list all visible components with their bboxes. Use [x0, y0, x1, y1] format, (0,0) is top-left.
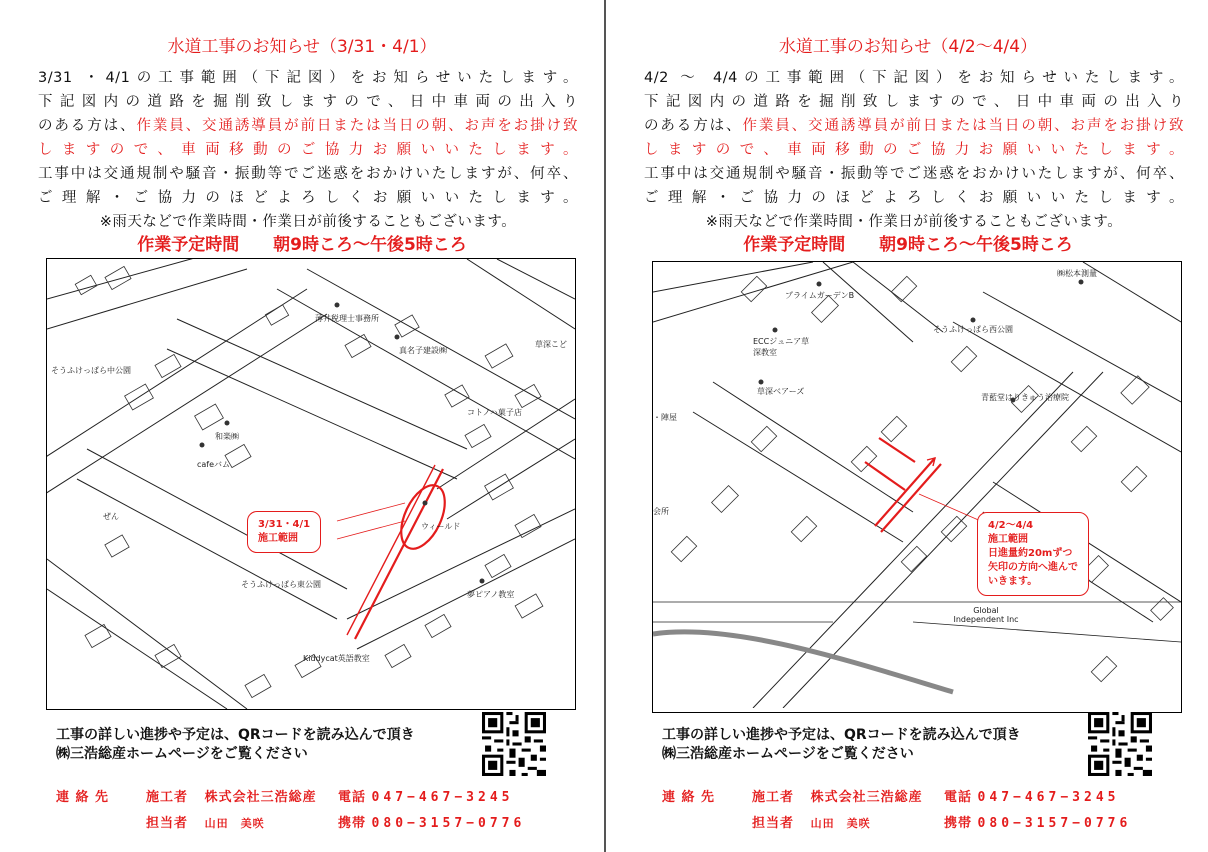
body-line-highlight: 作業員、交通誘導員が前日または当日の朝、お声をお掛け致 [742, 118, 1184, 134]
contact-label: 連 絡 先 [56, 790, 110, 805]
manager-name: 山田 美咲 [204, 817, 265, 830]
map-label: 青藍堂はりきゅう治療院 [981, 393, 1069, 402]
phone-number[interactable]: 047−467−3245 [371, 790, 514, 805]
notice-panel-right [606, 0, 1208, 852]
map-label: 会所 [653, 507, 669, 516]
body-line: 工事中は交通規制や騒音・振動等でご迷惑をおかけいたしますが、何卒、 [644, 166, 1184, 182]
footer-note [56, 726, 415, 764]
phone-label: 電話 [944, 790, 973, 805]
mobile-number[interactable]: 080−3157−0776 [371, 816, 526, 831]
contractor-info [146, 786, 317, 805]
contractor-label: 施工者 [752, 790, 795, 805]
mobile-label: 携帯 [338, 816, 367, 831]
work-hours-value: 朝9時ころ〜午後5時ころ [273, 235, 467, 255]
map-label: ・陣屋 [653, 413, 677, 422]
map-label: 草深ベアーズ [757, 387, 805, 396]
map-label: プライムガーデンB [785, 291, 855, 300]
map-label: コトノハ菓子店 [467, 408, 522, 417]
body-line-part: のある方は、 [644, 118, 743, 134]
callout-line: 施工範囲 [988, 534, 1028, 545]
body-line: 工事中は交通規制や騒音・振動等でご迷惑をおかけいたしますが、何卒、 [38, 166, 578, 182]
phone-info [338, 786, 513, 805]
phone-number[interactable]: 047−467−3245 [977, 790, 1120, 805]
body-line: 下記図内の道路を掘削致しますので、日中車両の出入り [38, 94, 578, 110]
callout-line: 矢印の方向へ進んで [988, 562, 1078, 573]
qr-code[interactable] [482, 712, 546, 776]
map-label: ウィールド [421, 522, 461, 531]
notice-title: 水道工事のお知らせ（4/2〜4/4） [778, 37, 1038, 57]
footer-line: 工事の詳しい進捗や予定は、QRコードを読み込んで頂き [662, 727, 1021, 743]
contact-label: 連 絡 先 [662, 790, 716, 805]
manager-info [146, 812, 265, 831]
body-line: 3/31 ・4/1の工事範囲（下記図）をお知らせいたします。 [38, 70, 578, 86]
map-roads [47, 259, 575, 709]
callout-line: 3/31・4/1 [258, 519, 311, 530]
work-hours-label: 作業予定時間 [137, 235, 240, 255]
manager-name: 山田 美咲 [810, 817, 871, 830]
contractor-label: 施工者 [146, 790, 189, 805]
contractor-name: 株式会社三浩総産 [810, 790, 923, 805]
body-line: 4/2 〜 4/4の工事範囲（下記図）をお知らせいたします。 [644, 70, 1184, 86]
body-line: 下記図内の道路を掘削致しますので、日中車両の出入り [644, 94, 1184, 110]
manager-info [752, 812, 871, 831]
work-hours [0, 230, 604, 255]
body-line-highlight: 作業員、交通誘導員が前日または当日の朝、お声をお掛け致 [136, 118, 578, 134]
phone-info [944, 786, 1119, 805]
body-line-highlight: しますので、車両移動のご協力お願いいたします。 [38, 142, 578, 158]
map-roads [653, 262, 1181, 708]
body-line: ご理解・ご協力のほどよろしくお願いいたします。 [644, 190, 1184, 206]
contact-row-1 [56, 786, 109, 805]
mobile-label: 携帯 [944, 816, 973, 831]
manager-label: 担当者 [752, 816, 795, 831]
rain-note: ※雨天などで作業時間・作業日が前後することもございます。 [705, 214, 1123, 230]
mobile-info [338, 812, 525, 831]
contractor-name: 株式会社三浩総産 [204, 790, 317, 805]
map-label: ECCジュニア草深教室 [753, 337, 810, 357]
work-hours-label: 作業予定時間 [743, 235, 846, 255]
callout-line: 4/2〜4/4 [988, 520, 1034, 531]
mobile-info [944, 812, 1131, 831]
body-line-part: のある方は、 [38, 118, 137, 134]
footer-line: ㈱三浩総産ホームページをご覧ください [56, 746, 308, 762]
contractor-info [752, 786, 923, 805]
work-hours-value: 朝9時ころ〜午後5時ころ [879, 235, 1073, 255]
footer-line: ㈱三浩総産ホームページをご覧ください [662, 746, 914, 762]
body-line: ご理解・ご協力のほどよろしくお願いいたします。 [38, 190, 578, 206]
qr-code[interactable] [1088, 712, 1152, 776]
map-label: そうふけっぱら中公園 [51, 366, 131, 375]
manager-label: 担当者 [146, 816, 189, 831]
body-line [644, 114, 1184, 138]
mobile-number[interactable]: 080−3157−0776 [977, 816, 1132, 831]
notice-title: 水道工事のお知らせ（3/31・4/1） [167, 37, 437, 57]
callout-line: いきます。 [988, 576, 1038, 587]
map-label: ぜん [103, 512, 119, 521]
map-label: そうふけっぱら東公園 [241, 580, 321, 589]
phone-label: 電話 [338, 790, 367, 805]
footer-line: 工事の詳しい進捗や予定は、QRコードを読み込んで頂き [56, 727, 415, 743]
map-label: Global Independent Inc [953, 606, 1019, 624]
map-label: cafeバム [197, 460, 231, 469]
map-label: 薄井税理士事務所 [315, 314, 379, 323]
map-label: 真名子建設㈱ [399, 346, 447, 355]
notice-body [644, 66, 1184, 234]
construction-range-callout [977, 512, 1089, 596]
notice-body [38, 66, 578, 234]
work-hours [606, 230, 1208, 255]
contact-row-1 [662, 786, 715, 805]
construction-range-callout [247, 511, 321, 553]
map-label: 和楽㈱ [215, 432, 239, 441]
map-label: Kiddycat英語教室 [303, 654, 370, 663]
map-label: そうふけっぱら西公園 [933, 325, 1013, 334]
construction-map [652, 261, 1182, 713]
map-label: 草深こど [535, 340, 567, 349]
body-line [38, 114, 578, 138]
rain-note: ※雨天などで作業時間・作業日が前後することもございます。 [99, 214, 517, 230]
construction-map [46, 258, 576, 710]
callout-line: 日進量約20mずつ [988, 548, 1073, 559]
callout-line: 施工範囲 [258, 533, 298, 544]
map-label: ㈱松本測量 [1057, 269, 1097, 278]
body-line-highlight: しますので、車両移動のご協力お願いいたします。 [644, 142, 1184, 158]
footer-note [662, 726, 1021, 764]
map-label: 夢ピアノ教室 [467, 590, 515, 599]
